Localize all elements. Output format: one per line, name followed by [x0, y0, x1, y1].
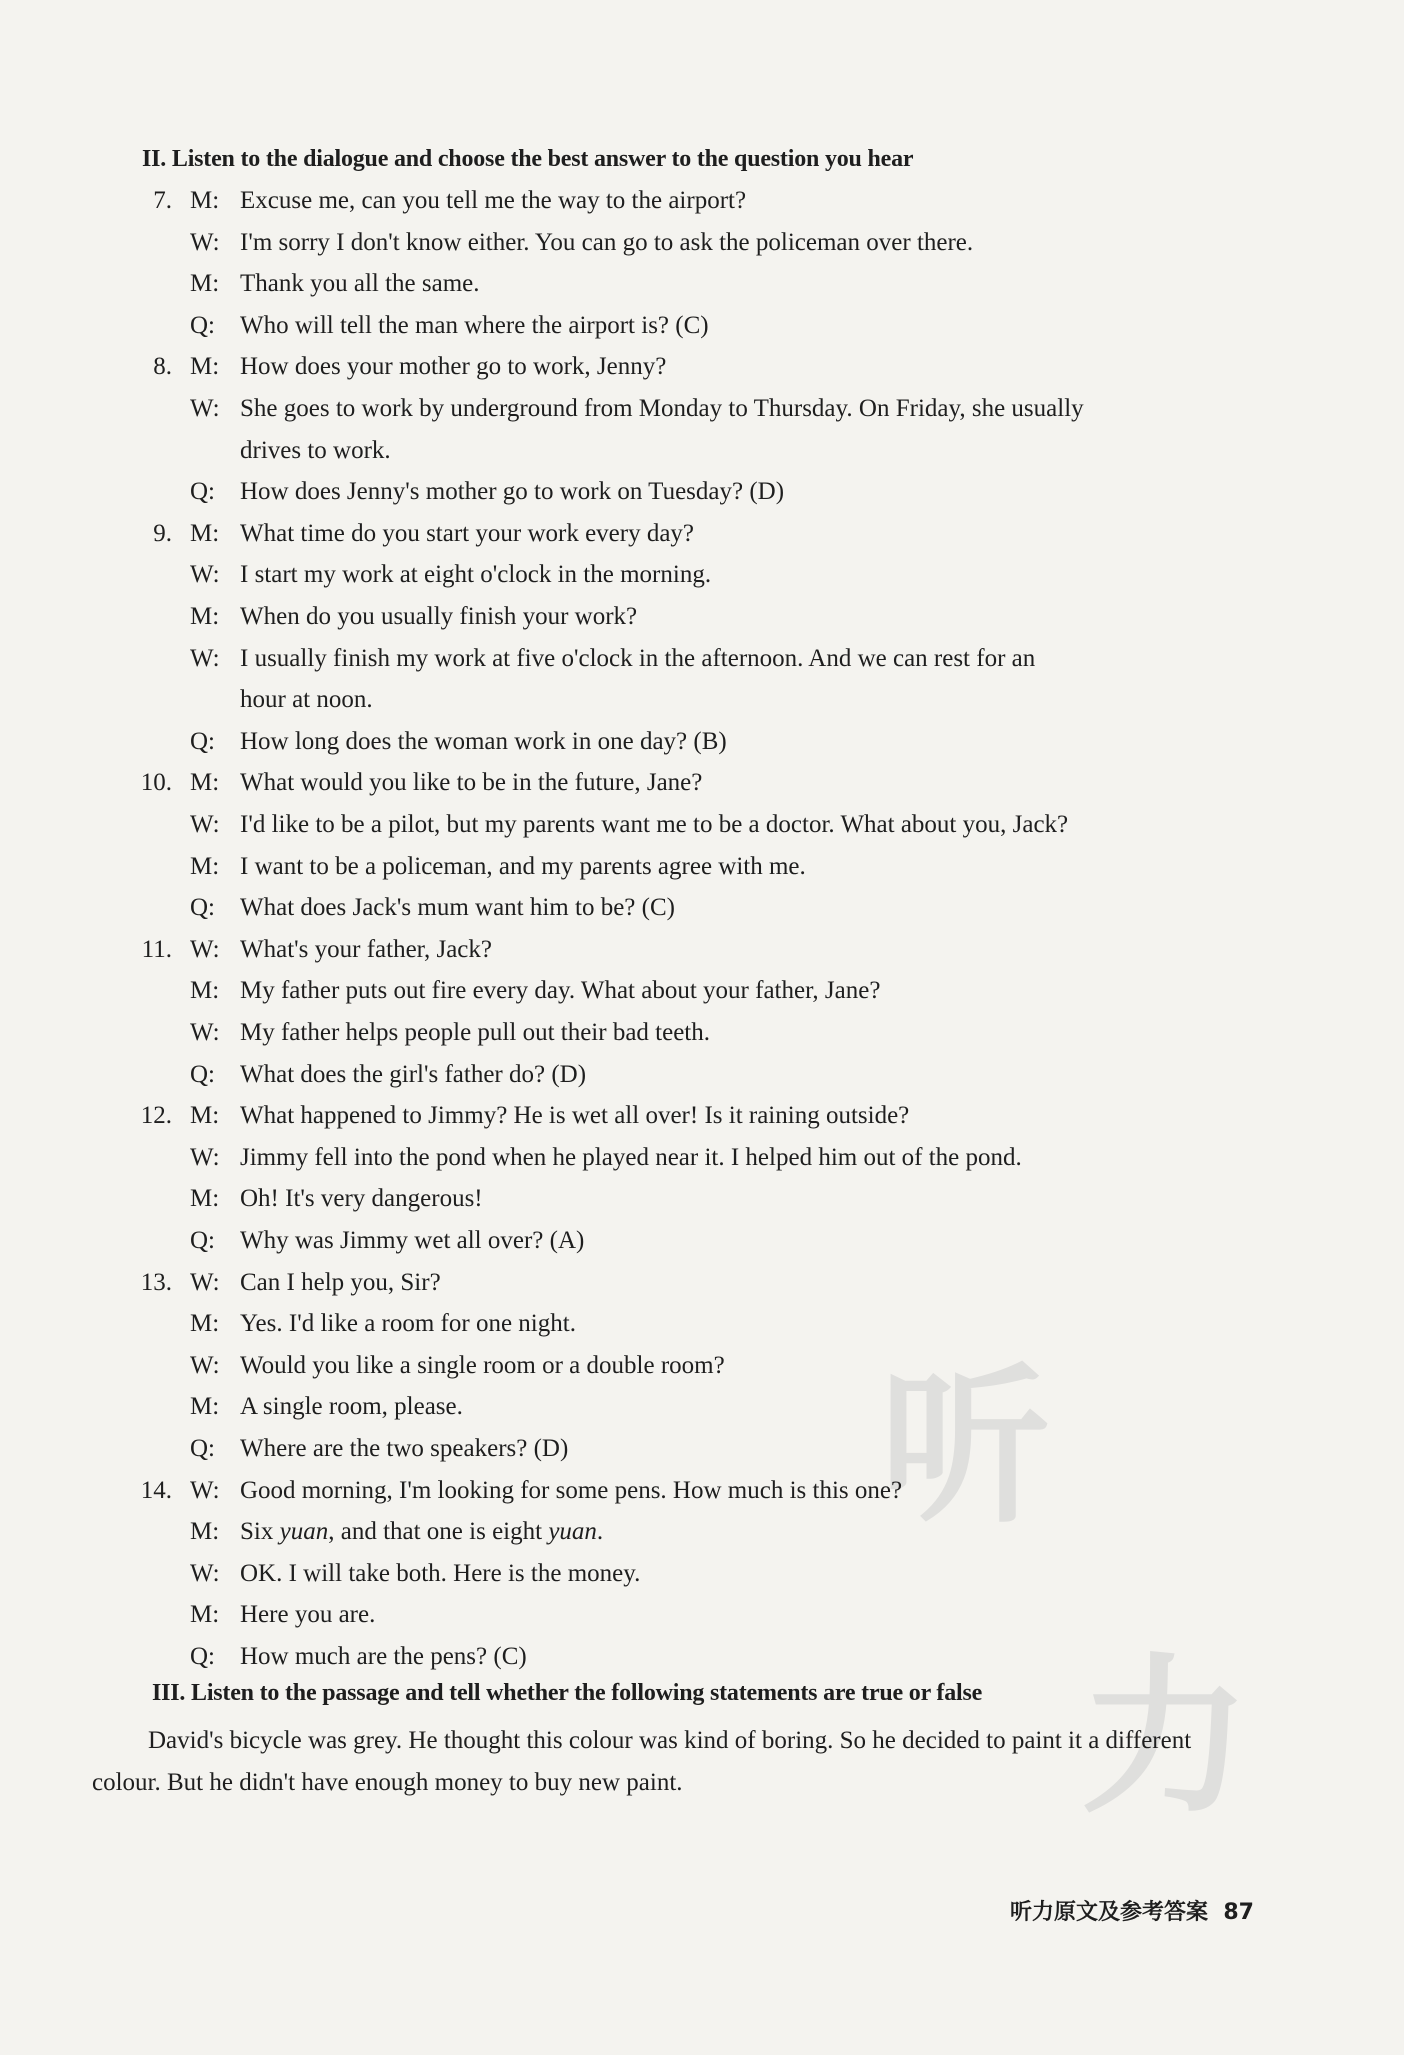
speaker-label: W: — [190, 1351, 220, 1379]
speaker-label: M: — [190, 977, 220, 1005]
speaker-label: Q: — [190, 1643, 215, 1670]
speaker-label: Q: — [190, 1227, 215, 1254]
dialogue-line: What happened to Jimmy? He is wet all over! Is it raining outside? — [240, 1102, 910, 1130]
dialogue-line: I start my work at eight o'clock in the morning. — [240, 561, 712, 589]
speaker-label: W: — [190, 561, 220, 589]
dialogue-line: I usually finish my work at five o'clock in the afternoon. And we can rest for an — [240, 644, 1036, 672]
dialogue-line: Good morning, I'm looking for some pens. How much is this one? — [240, 1476, 903, 1504]
speaker-label: M: — [190, 519, 220, 547]
watermark-ting: 听 — [880, 1349, 1051, 1547]
dialogue-line: Six yuan, and that one is eight yuan. — [240, 1518, 604, 1546]
speaker-label: M: — [190, 353, 220, 381]
dialogue-line: Thank you all the same. — [240, 270, 480, 298]
question-number: 11. — [141, 935, 172, 963]
speaker-label: M: — [190, 1185, 220, 1213]
dialogue-line: Jimmy fell into the pond when he played near it. I helped him out of the pond. — [240, 1143, 1022, 1171]
speaker-label: M: — [190, 1393, 220, 1421]
speaker-label: W: — [190, 1476, 220, 1504]
dialogue-line: Who will tell the man where the airport is? (C) — [240, 311, 709, 339]
speaker-label: W: — [190, 395, 220, 422]
speaker-label: W: — [190, 811, 220, 838]
dialogue-line: My father puts out fire every day. What about your father, Jane? — [240, 977, 881, 1005]
speaker-label: W: — [190, 644, 220, 672]
section-3-heading: III. Listen to the passage and tell whether the following statements are true or false — [152, 1680, 983, 1706]
speaker-label: W: — [190, 1143, 220, 1171]
speaker-label: W: — [190, 935, 220, 963]
dialogue-line: What time do you start your work every day? — [240, 519, 695, 547]
dialogue-line: My father helps people pull out their bad teeth. — [240, 1019, 711, 1046]
speaker-label: M: — [190, 187, 220, 214]
page-number: 87 — [1223, 1900, 1254, 1925]
speaker-label: M: — [190, 270, 220, 298]
dialogue-line: I'd like to be a pilot, but my parents want me to be a doctor. What about you, Jack? — [240, 811, 1069, 838]
speaker-label: Q: — [190, 478, 215, 506]
dialogue-line: Excuse me, can you tell me the way to the airport? — [240, 187, 747, 214]
question-number: 14. — [140, 1476, 172, 1504]
speaker-label: M: — [190, 1601, 220, 1629]
speaker-label: Q: — [190, 727, 215, 755]
dialogue-line: Would you like a single room or a double room? — [240, 1351, 725, 1379]
dialogue-line: How long does the woman work in one day? (B) — [240, 727, 727, 755]
speaker-label: Q: — [190, 894, 215, 922]
speaker-label: W: — [190, 1019, 220, 1046]
dialogue-line: What does the girl's father do? (D) — [240, 1060, 587, 1088]
speaker-label: M: — [190, 852, 220, 880]
dialogue-line: When do you usually finish your work? — [240, 603, 638, 630]
dialogue-line: What's your father, Jack? — [240, 935, 493, 963]
speaker-label: M: — [190, 1310, 220, 1338]
question-number: 9. — [153, 519, 172, 547]
dialogue-line: I want to be a policeman, and my parents agree with me. — [240, 852, 806, 880]
speaker-label: W: — [190, 228, 220, 256]
dialogue-line: She goes to work by underground from Monday to Thursday. On Friday, she usually — [240, 395, 1084, 422]
dialogue-line: Yes. I'd like a room for one night. — [240, 1310, 576, 1338]
dialogue-line: What does Jack's mum want him to be? (C) — [240, 894, 675, 922]
speaker-label: W: — [190, 1559, 220, 1587]
speaker-label: Q: — [190, 1435, 215, 1462]
dialogue-line: How does your mother go to work, Jenny? — [240, 353, 667, 381]
watermark-li: 力 — [1080, 1639, 1251, 1837]
dialogue-line: A single room, please. — [240, 1393, 463, 1421]
question-number: 10. — [140, 769, 172, 797]
section-2-heading: II. Listen to the dialogue and choose the best answer to the question you hear — [142, 146, 914, 172]
dialogue-line: I'm sorry I don't know either. You can go to ask the policeman over there. — [240, 228, 974, 256]
page-footer — [1010, 1895, 1254, 1926]
passage-text: David's bicycle was grey. He thought this colour was kind of boring. So he decided to paint it a different colour. But he didn't have enough money to buy new paint. — [92, 1727, 1192, 1796]
dialogue-line: Can I help you, Sir? — [240, 1268, 441, 1296]
dialogue-line: Where are the two speakers? (D) — [240, 1435, 569, 1462]
dialogue-line: Here you are. — [240, 1601, 376, 1629]
question-number: 8. — [153, 353, 172, 381]
question-number: 13. — [140, 1268, 172, 1296]
footer-title: 听力原文及参考答案 — [1010, 1900, 1209, 1925]
dialogue-line: How does Jenny's mother go to work on Tuesday? (D) — [240, 478, 785, 506]
dialogue-line: OK. I will take both. Here is the money. — [240, 1559, 641, 1587]
dialogue-line: Why was Jimmy wet all over? (A) — [240, 1227, 585, 1254]
speaker-label: M: — [190, 603, 220, 630]
dialogue-line: drives to work. — [240, 436, 391, 464]
dialogue-line: hour at noon. — [240, 686, 373, 714]
speaker-label: M: — [190, 1102, 220, 1130]
dialogue-line: What would you like to be in the future, Jane? — [240, 769, 703, 797]
dialogue-line: How much are the pens? (C) — [240, 1643, 527, 1670]
speaker-label: M: — [190, 1518, 220, 1546]
speaker-label: M: — [190, 769, 220, 797]
dialogue-line: Oh! It's very dangerous! — [240, 1185, 483, 1213]
speaker-label: W: — [190, 1268, 220, 1296]
question-number: 12. — [140, 1102, 172, 1130]
speaker-label: Q: — [190, 311, 215, 339]
question-number: 7. — [153, 187, 172, 214]
speaker-label: Q: — [190, 1060, 215, 1088]
